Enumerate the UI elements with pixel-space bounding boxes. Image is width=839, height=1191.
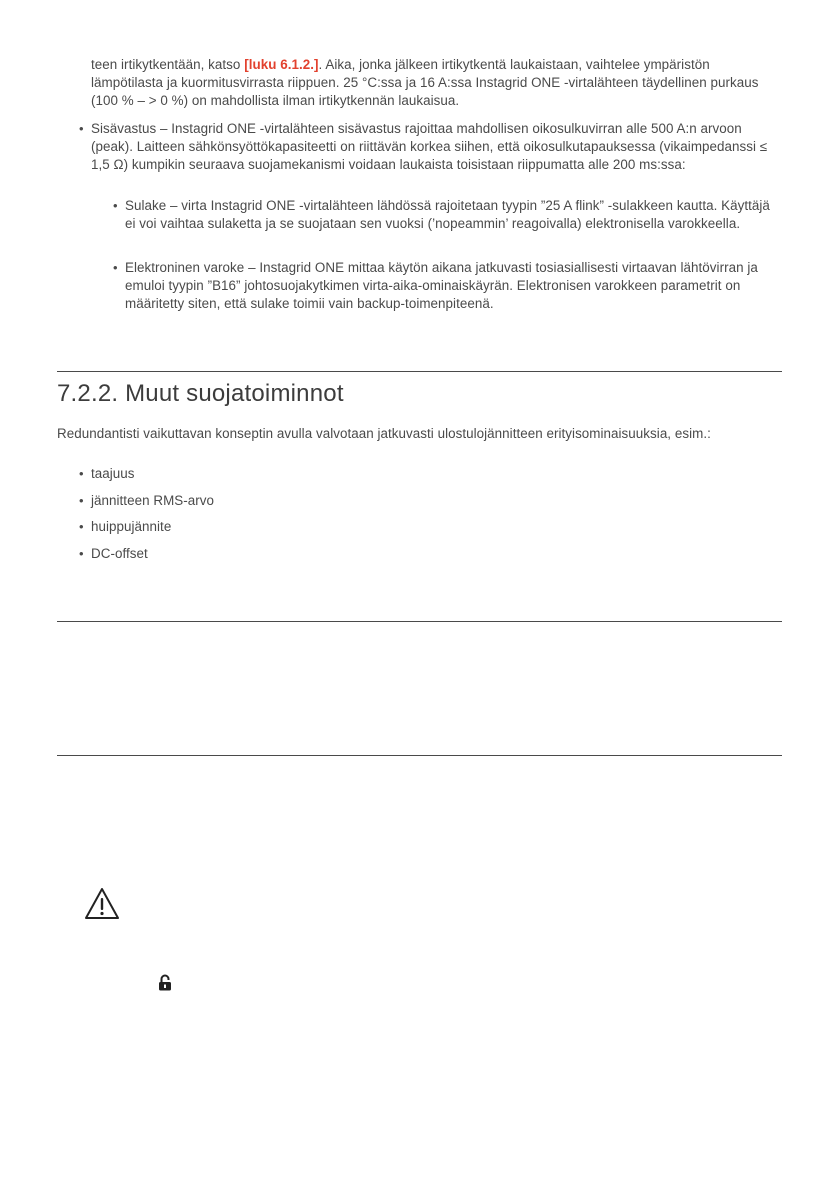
list-item-sisavastus: Sisävastus – Instagrid ONE -virtalähteen sisävastus rajoittaa mahdollisen oikosulkuvirran alle 500 A:n arvoon (peak). Laitteen sähkönsyöttökapasiteetti on riittävän korkea siihen, että oikosulkutapauksessa (vikaimpedanssi ≤ 1,5 Ω) kumpikin seuraava suojamekanismi voidaan laukaista toisistaan riippumatta alle 200 ms:ssa: — [91, 121, 768, 172]
intro-rest: . Aika, jonka jälkeen irtikytkentä laukaistaan, vaihtelee ympäristön lämpötilasta ja kuormitusvirrasta riippuen. 25 °C:ssa ja 16 A:ssa Instagrid ONE -virtalähteen täydellinen purkaus (100 % – > 0 %) on mahdollista ilman irtikytkennän laukaisua. — [91, 57, 759, 108]
unlock-icon — [158, 974, 172, 991]
intro-prefix: teen irtikytkentään, katso — [91, 57, 245, 72]
section-title: 7.2.2. Muut suojatoiminnot — [57, 380, 344, 407]
bullet-marker: • — [79, 121, 84, 136]
list-item: huippujännite — [91, 519, 172, 534]
intro-paragraph — [91, 56, 781, 110]
bullet-marker: • — [79, 519, 84, 534]
section-divider — [57, 371, 782, 372]
bullet-marker: • — [113, 198, 118, 213]
divider-line — [57, 755, 782, 756]
bullet-marker: • — [79, 466, 84, 481]
section-intro: Redundantisti vaikuttavan konseptin avulla valvotaan jatkuvasti ulostulojännitteen erityisominaisuuksia, esim.: — [57, 426, 711, 441]
bullet-marker: • — [79, 493, 84, 508]
list-item: DC-offset — [91, 546, 148, 561]
subitem-elektroninen-varoke: Elektroninen varoke – Instagrid ONE mittaa käytön aikana jatkuvasti tosiasiallisesti virtaavan lähtövirran ja emuloi tyypin ”B16” johtosuojakytkimen virta-aika-ominaiskäyrän. Elektronisen varokkeen parametrit on määritetty siten, että sulake toimii vain backup-toimenpiteenä. — [125, 260, 758, 311]
bullet-marker: • — [79, 546, 84, 561]
divider-line — [57, 621, 782, 622]
bullet-marker: • — [113, 260, 118, 275]
list-item: jännitteen RMS-arvo — [91, 493, 215, 508]
chapter-link[interactable]: [luku 6.1.2.] — [244, 57, 319, 72]
list-item: taajuus — [91, 466, 135, 481]
subitem-sulake: Sulake – virta Instagrid ONE -virtalähteen lähdössä rajoitetaan tyypin ”25 A flink” -sulakkeen kautta. Käyttäjä ei voi vaihtaa sulaketta ja se suojataan sen vuoksi (’nopeammin’ reagoivalla) elektronisella varokkeella. — [125, 198, 770, 231]
warning-triangle-icon — [84, 887, 120, 920]
